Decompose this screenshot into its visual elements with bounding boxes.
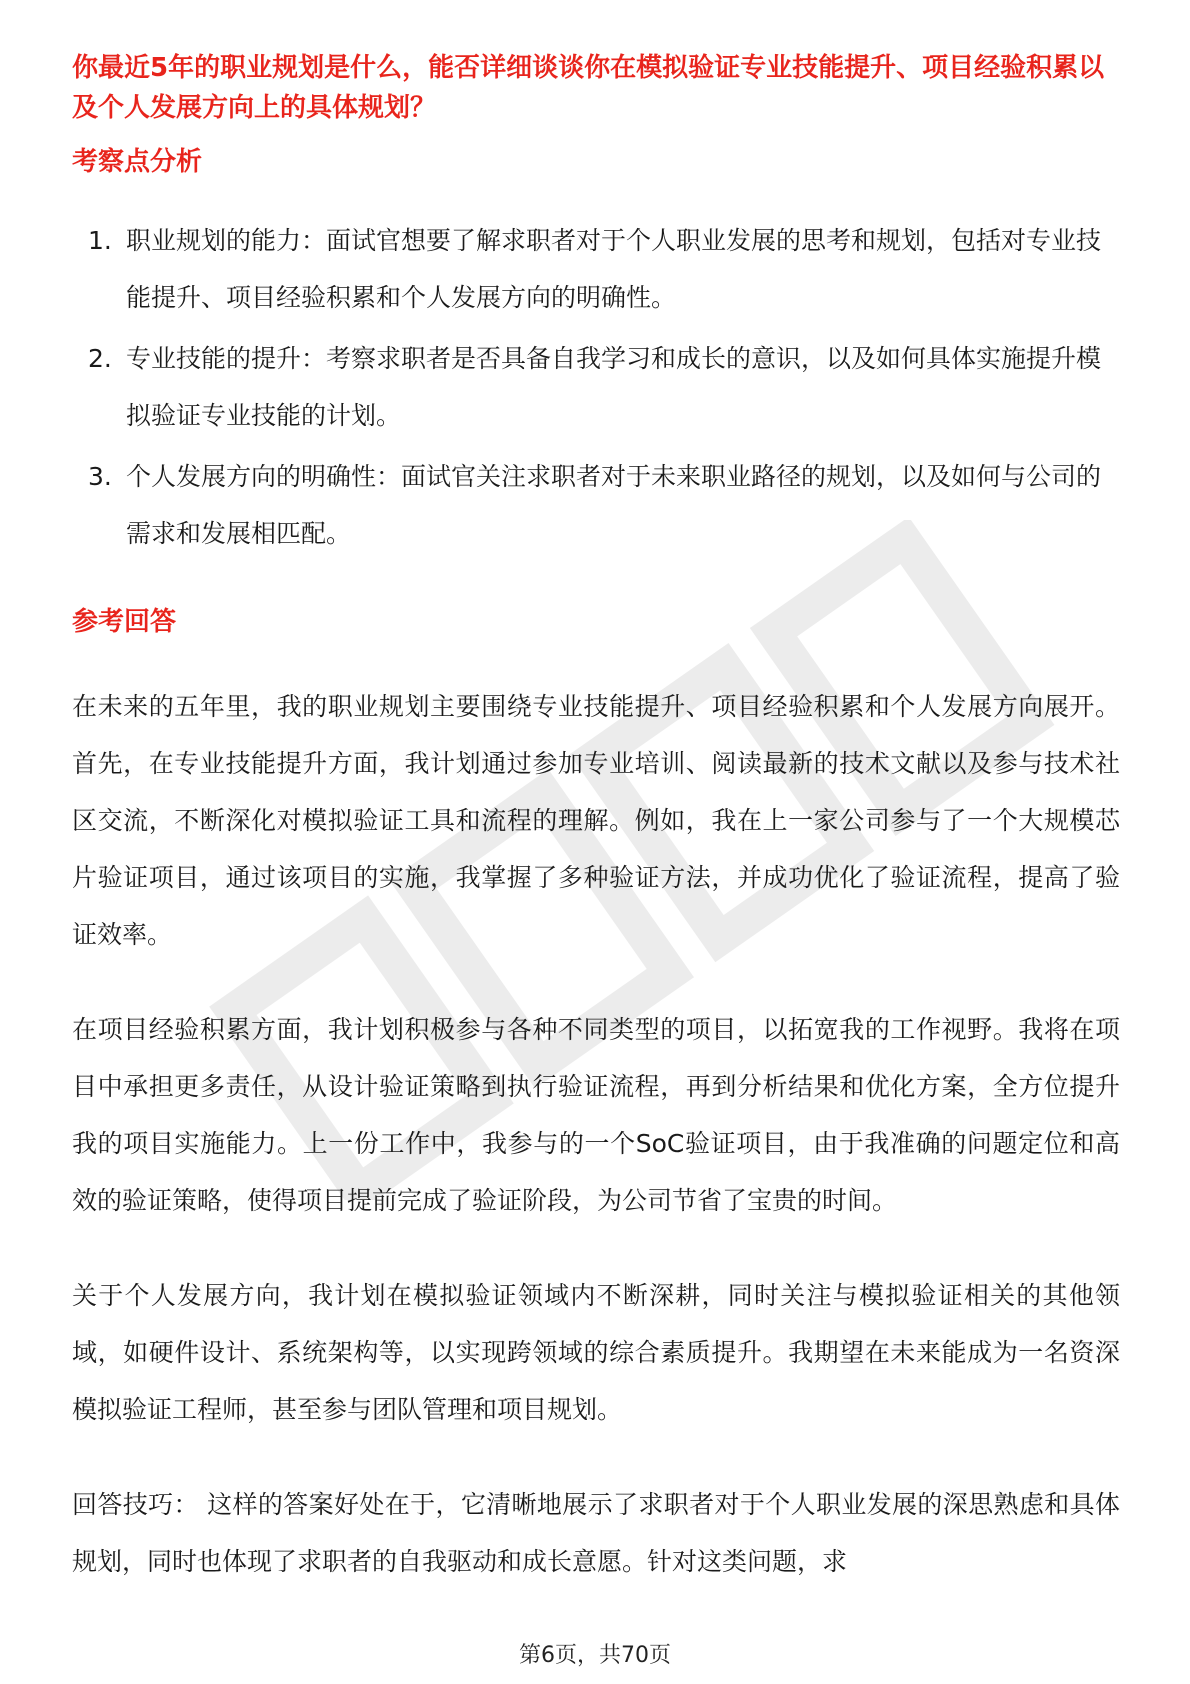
answer-paragraph-1: 在未来的五年里，我的职业规划主要围绕专业技能提升、项目经验积累和个人发展方向展开。首先，在专业技能提升方面，我计划通过参加专业培训、阅读最新的技术文献以及参与技术社区交流，不断深化对模拟验证工具和流程的理解。例如，我在上一家公司参与了一个大规模芯片验证项目，通过该项目的实施，我掌握了多种验证方法，并成功优化了验证流程，提高了验证效率。	[72, 692, 1120, 949]
list-item-number: 2.	[88, 344, 112, 373]
answer-paragraph-3: 关于个人发展方向，我计划在模拟验证领域内不断深耕，同时关注与模拟验证相关的其他领域，如硬件设计、系统架构等，以实现跨领域的综合素质提升。我期望在未来能成为一名资深模拟验证工程师，甚至参与团队管理和项目规划。	[72, 1281, 1120, 1424]
list-item-number: 3.	[88, 462, 112, 491]
question-title: 你最近5年的职业规划是什么，能否详细谈谈你在模拟验证专业技能提升、项目经验积累以及个人发展方向上的具体规划？	[72, 53, 1105, 123]
list-item	[72, 448, 1120, 562]
document-content	[72, 48, 1120, 1590]
answer-paragraph-2: 在项目经验积累方面，我计划积极参与各种不同类型的项目，以拓宽我的工作视野。我将在项目中承担更多责任，从设计验证策略到执行验证流程，再到分析结果和优化方案，全方位提升我的项目实施能力。上一份工作中，我参与的一个SoC验证项目，由于我准确的问题定位和高效的验证策略，使得项目提前完成了验证阶段，为公司节省了宝贵的时间。	[72, 1015, 1120, 1215]
answer-tips-paragraph: 回答技巧： 这样的答案好处在于，它清晰地展示了求职者对于个人职业发展的深思熟虑和具体规划，同时也体现了求职者的自我驱动和成长意愿。针对这类问题，求	[72, 1490, 1120, 1576]
answer-heading: 参考回答	[72, 607, 177, 637]
list-item-text: 职业规划的能力：面试官想要了解求职者对于个人职业发展的思考和规划，包括对专业技能提升、项目经验积累和个人发展方向的明确性。	[126, 226, 1102, 312]
list-item-number: 1.	[88, 226, 112, 255]
list-item-text: 专业技能的提升：考察求职者是否具备自我学习和成长的意识，以及如何具体实施提升模拟验证专业技能的计划。	[126, 344, 1102, 430]
list-item	[72, 212, 1120, 326]
list-item	[72, 330, 1120, 444]
analysis-list	[72, 212, 1120, 562]
analysis-heading: 考察点分析	[72, 147, 203, 177]
page-number-footer: 第6页，共70页	[519, 1643, 671, 1668]
list-item-text: 个人发展方向的明确性：面试官关注求职者对于未来职业路径的规划，以及如何与公司的需求和发展相匹配。	[126, 462, 1102, 548]
